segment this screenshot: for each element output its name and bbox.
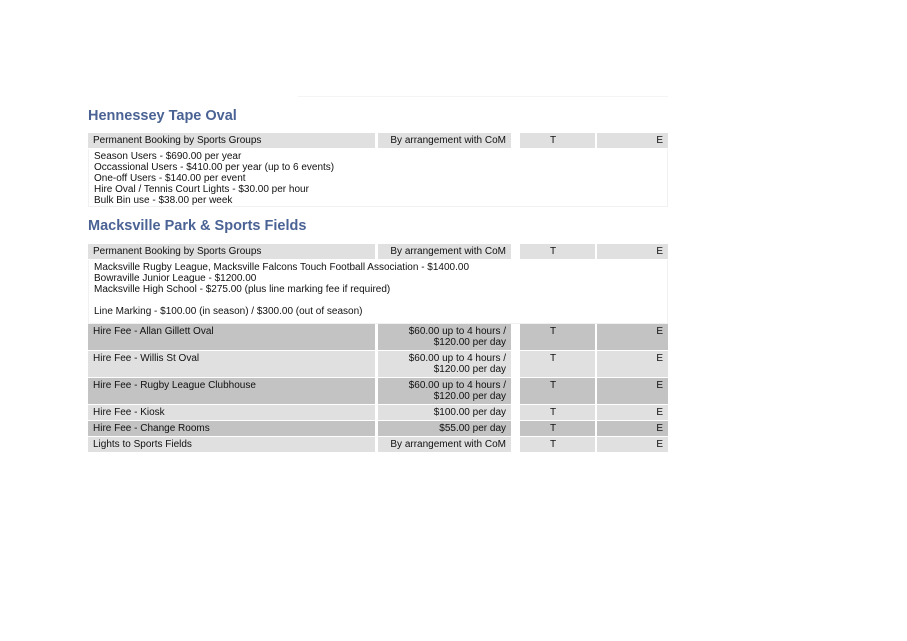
table-row bbox=[88, 324, 668, 350]
fee-amount: $100.00 per day bbox=[378, 405, 511, 420]
fee-name: Permanent Booking by Sports Groups bbox=[88, 133, 375, 148]
table-row bbox=[88, 405, 668, 420]
detail-line: Season Users - $690.00 per year bbox=[94, 151, 242, 162]
detail-line: One-off Users - $140.00 per event bbox=[94, 173, 246, 184]
fees-document bbox=[88, 96, 668, 453]
fee-code: E bbox=[597, 244, 668, 259]
fee-amount: By arrangement with CoM bbox=[378, 437, 511, 452]
fee-name: Hire Fee - Allan Gillett Oval bbox=[88, 324, 375, 350]
detail-line: Bowraville Junior League - $1200.00 bbox=[94, 273, 257, 284]
detail-line bbox=[94, 295, 662, 306]
fee-amount: $60.00 up to 4 hours / $120.00 per day bbox=[378, 351, 511, 377]
fee-code: E bbox=[597, 378, 668, 404]
section-hennessey-tape-oval bbox=[88, 106, 668, 207]
table-row bbox=[88, 378, 668, 404]
detail-line: Macksville Rugby League, Macksville Falcons Touch Football Association - $1400.00 bbox=[94, 262, 470, 273]
fee-code: E bbox=[597, 351, 668, 377]
tax-code: T bbox=[520, 133, 595, 148]
table-row bbox=[88, 351, 668, 377]
tax-code: T bbox=[520, 324, 595, 350]
fee-name: Hire Fee - Kiosk bbox=[88, 405, 375, 420]
details-block bbox=[88, 149, 668, 207]
fee-name: Hire Fee - Willis St Oval bbox=[88, 351, 375, 377]
tax-code: T bbox=[520, 351, 595, 377]
section-title: Hennessey Tape Oval bbox=[88, 108, 237, 124]
table-row bbox=[88, 437, 668, 452]
section-title: Macksville Park & Sports Fields bbox=[88, 218, 307, 234]
fee-amount: By arrangement with CoM bbox=[378, 133, 511, 148]
detail-line: Bulk Bin use - $38.00 per week bbox=[94, 195, 233, 206]
fee-name: Hire Fee - Change Rooms bbox=[88, 421, 375, 436]
detail-line: Hire Oval / Tennis Court Lights - $30.00 per hour bbox=[94, 184, 309, 195]
fee-amount: $55.00 per day bbox=[378, 421, 511, 436]
fee-name: Hire Fee - Rugby League Clubhouse bbox=[88, 378, 375, 404]
tax-code: T bbox=[520, 437, 595, 452]
fee-code: E bbox=[597, 405, 668, 420]
section-macksville-park bbox=[88, 216, 668, 452]
tax-code: T bbox=[520, 421, 595, 436]
fee-code: E bbox=[597, 324, 668, 350]
fee-amount: $60.00 up to 4 hours / $120.00 per day bbox=[378, 378, 511, 404]
fee-code: E bbox=[597, 437, 668, 452]
fee-name: Lights to Sports Fields bbox=[88, 437, 375, 452]
table-row bbox=[88, 421, 668, 436]
fee-amount: $60.00 up to 4 hours / $120.00 per day bbox=[378, 324, 511, 350]
table-row bbox=[88, 133, 668, 148]
fee-code: E bbox=[597, 133, 668, 148]
fee-amount: By arrangement with CoM bbox=[378, 244, 511, 259]
detail-line: Occassional Users - $410.00 per year (up to 6 events) bbox=[94, 162, 335, 173]
details-block bbox=[88, 260, 668, 324]
table-row bbox=[88, 244, 668, 259]
fee-name: Permanent Booking by Sports Groups bbox=[88, 244, 375, 259]
fee-code: E bbox=[597, 421, 668, 436]
tax-code: T bbox=[520, 405, 595, 420]
tax-code: T bbox=[520, 378, 595, 404]
detail-line: Macksville High School - $275.00 (plus line marking fee if required) bbox=[94, 284, 391, 295]
detail-line: Line Marking - $100.00 (in season) / $300.00 (out of season) bbox=[94, 306, 363, 317]
tax-code: T bbox=[520, 244, 595, 259]
